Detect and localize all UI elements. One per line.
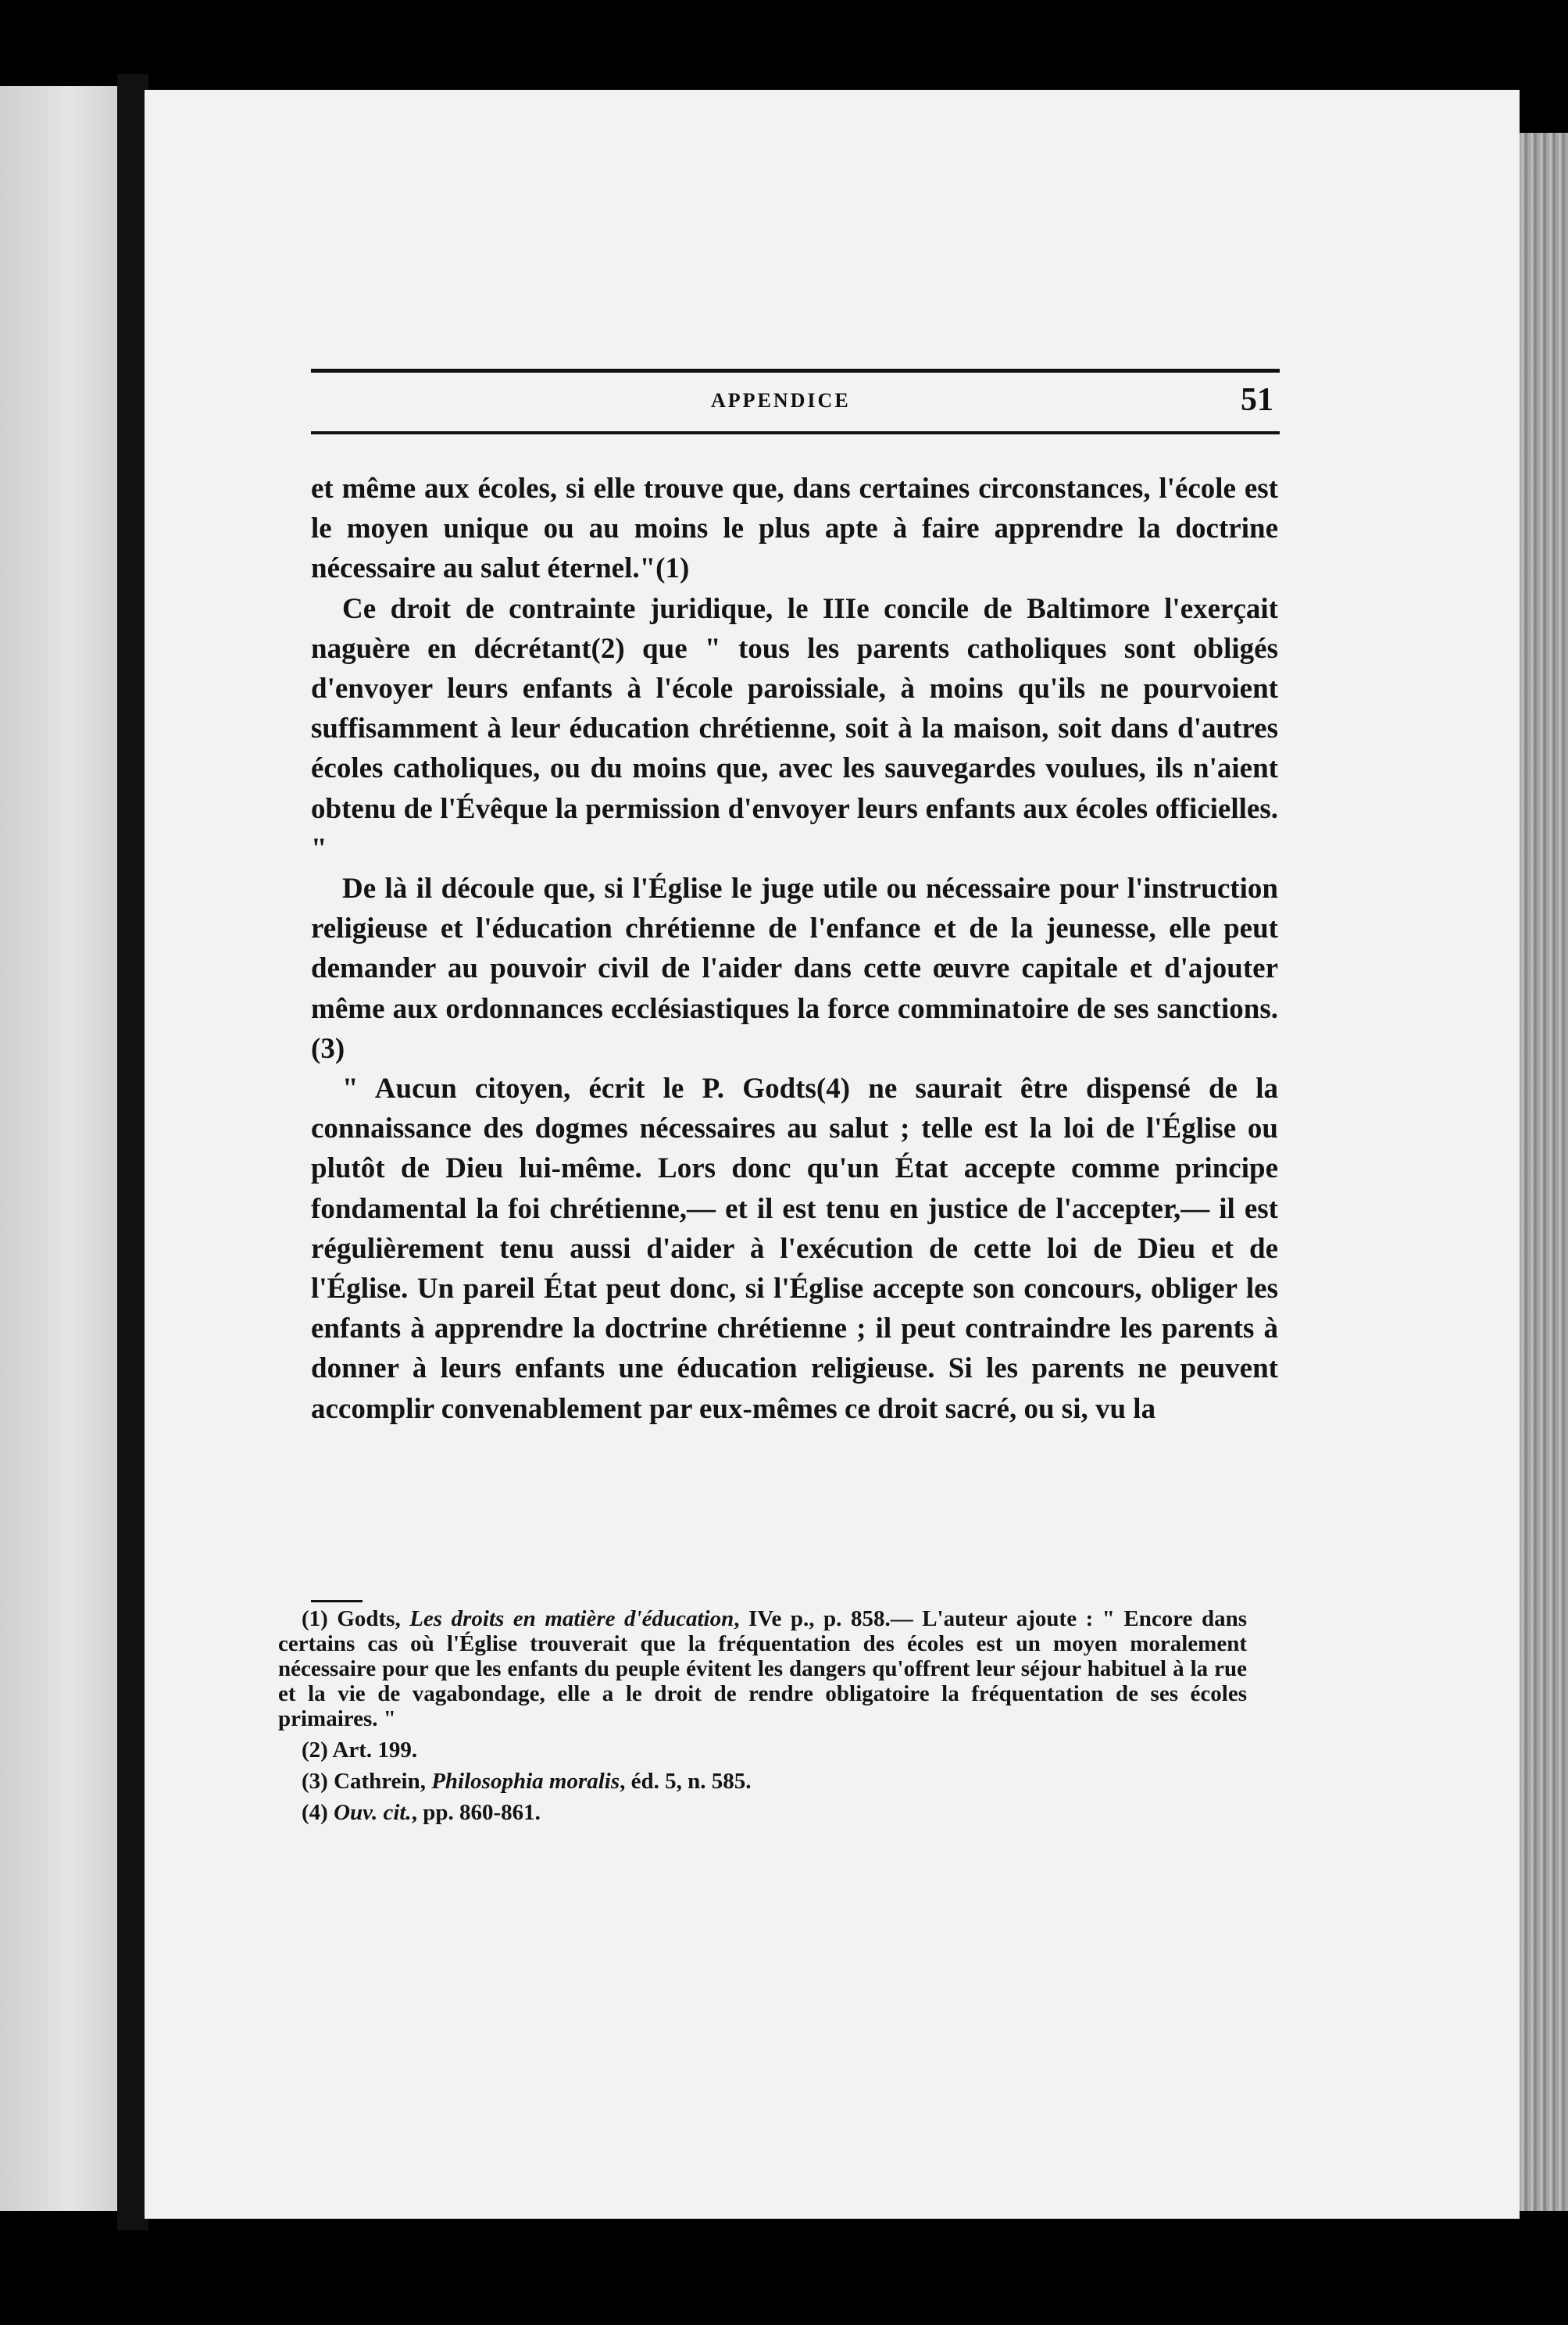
header-rule-bottom [311,431,1280,434]
footnotes [278,1606,1247,1825]
footnote-1 [278,1606,1247,1731]
book-gutter [117,74,148,2230]
footnote-title: Les droits en matière d'éducation [409,1606,734,1631]
page-stack-edge [1520,133,1568,2211]
paragraph: " Aucun citoyen, écrit le P. Godts(4) ne saurait être dispensé de la connaissance des dogmes nécessaires au salut ; telle est la loi de l'Église ou plutôt de Dieu lui-même. Lors donc qu'un État accepte comme principe fondamental la foi chrétienne,— et il est tenu en justice de l'accepter,— il est régulièrement tenu aussi d'aider à l'exécution de cette loi de Dieu et de l'Église. Un pareil État peut donc, si l'Église accepte son concours, obliger les enfants à apprendre la doctrine chrétienne ; il peut contraindre les parents à donner à leurs enfants une éducation religieuse. Si les parents ne peuvent accomplir convenablement par eux-mêmes ce droit sacré, ou si, vu la [311,1073,1278,1425]
footnote-prefix: (1) Godts, [302,1606,410,1631]
paragraph: Ce droit de contrainte juridique, le IIIe concile de Baltimore l'exerçait naguère en décrétant(2) que " tous les parents catholiques sont obligés d'envoyer leurs enfants à l'école paroissiale, à moins qu'ils ne pourvoient suffisamment à leur éducation chrétienne, soit à la maison, soit dans d'autres écoles catholiques, ou du moins que, avec les sauvegardes voulues, ils n'aient obtenu de l'Évêque la permission d'envoyer leurs enfants aux écoles officielles. " [311,592,1278,865]
paragraph: et même aux écoles, si elle trouve que, dans certaines circonstances, l'école est le moyen unique ou au moins le plus apte à faire apprendre la doctrine nécessaire au salut éternel."(1) [311,473,1278,585]
facing-page-edge [0,86,117,2211]
footnote-2: (2) Art. 199. [302,1738,418,1762]
footnote-separator [311,1600,363,1602]
footnote-title: Ouv. cit. [334,1800,412,1825]
body-text [311,469,1278,1429]
footnote-prefix: (4) [302,1800,334,1825]
footnote-text: , éd. 5, n. 585. [620,1769,752,1794]
footnote-text: , pp. 860-861. [411,1800,541,1825]
footnote-title: Philosophia moralis [431,1769,620,1794]
footnote-4 [278,1800,1247,1825]
paragraph: De là il découle que, si l'Église le juge utile ou nécessaire pour l'instruction religieuse et l'éducation chrétienne de l'enfance et de la jeunesse, elle peut demander au pouvoir civil de l'aider dans cette œuvre capitale et d'ajouter même aux ordonnances ecclésiastiques la force comminatoire de ses sanctions.(3) [311,873,1278,1065]
footnote-prefix: (3) Cathrein, [302,1769,432,1794]
footnote-text: , IVe p., p. 858.— L'auteur ajoute : " Encore dans certains cas où l'Église trouverait que la fréquentation des écoles est un moyen moralement nécessaire pour que les enfants du peuple évitent les dangers qu'offrent leur séjour habituel à la rue et la vie de vagabondage, elle a le droit de rendre obligatoire la fréquentation de ses écoles primaires. " [278,1606,1247,1731]
page-number: 51 [1241,382,1273,418]
footnote-3 [278,1769,1247,1794]
header-rule-top [311,369,1280,373]
running-head: APPENDICE [711,389,851,412]
